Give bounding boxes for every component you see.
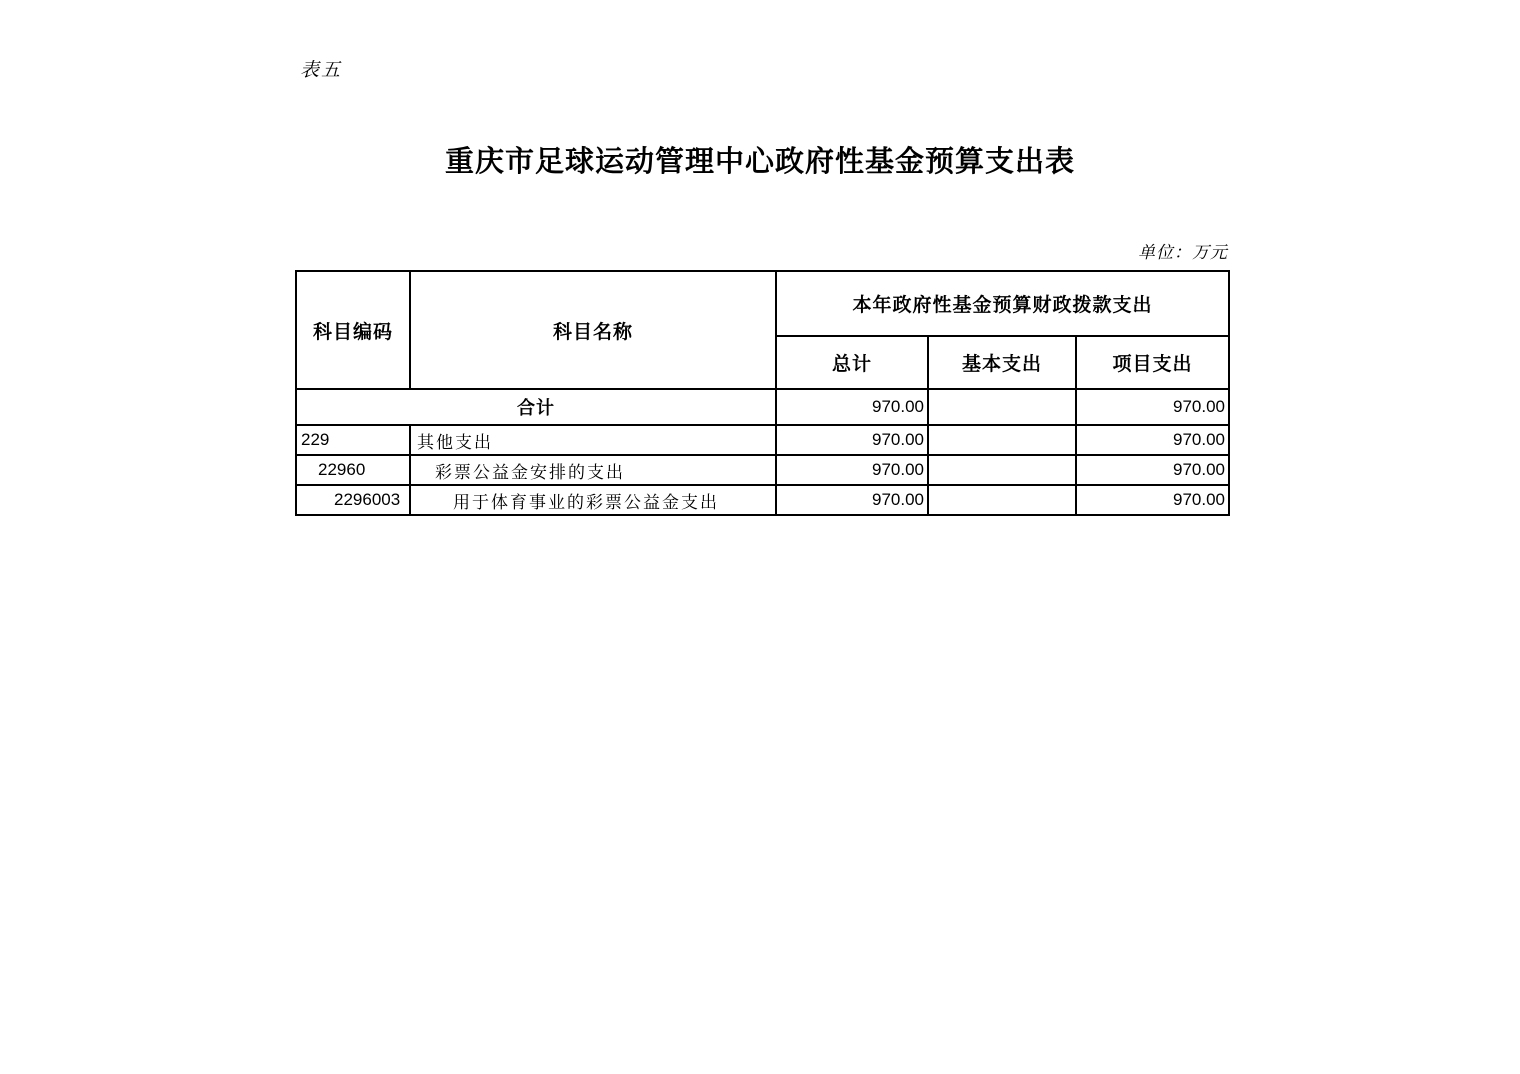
subject-name-cell: 彩票公益金安排的支出 [410, 455, 776, 485]
table-row-summary [296, 389, 1229, 425]
unit-note: 单位：万元 [1138, 243, 1228, 262]
column-header-basic-expenditure: 基本支出 [928, 336, 1076, 389]
subject-code-cell: 2296003 [296, 485, 410, 515]
project-value-cell: 970.00 [1076, 455, 1229, 485]
summary-total-value: 970.00 [776, 389, 928, 425]
total-value-cell: 970.00 [776, 485, 928, 515]
basic-value-cell [928, 425, 1076, 455]
column-header-total: 总计 [776, 336, 928, 389]
column-header-project-expenditure: 项目支出 [1076, 336, 1229, 389]
table-row [296, 485, 1229, 515]
page-title: 重庆市足球运动管理中心政府性基金预算支出表 [444, 146, 1075, 178]
summary-basic-value [928, 389, 1076, 425]
subject-code-cell: 229 [296, 425, 410, 455]
subject-code-cell: 22960 [296, 455, 410, 485]
project-value-cell: 970.00 [1076, 485, 1229, 515]
column-header-subject-code: 科目编码 [296, 271, 410, 389]
table-row [296, 455, 1229, 485]
summary-row-label: 合计 [296, 389, 776, 425]
basic-value-cell [928, 485, 1076, 515]
summary-project-value: 970.00 [1076, 389, 1229, 425]
header-row-top [296, 271, 1229, 336]
column-header-fund-appropriation-group: 本年政府性基金预算财政拨款支出 [776, 271, 1229, 336]
basic-value-cell [928, 455, 1076, 485]
subject-name-cell: 其他支出 [410, 425, 776, 455]
table-number-label: 表五 [300, 60, 343, 81]
column-header-subject-name: 科目名称 [410, 271, 776, 389]
subject-name-cell: 用于体育事业的彩票公益金支出 [410, 485, 776, 515]
total-value-cell: 970.00 [776, 455, 928, 485]
budget-table [295, 270, 1230, 516]
project-value-cell: 970.00 [1076, 425, 1229, 455]
table-row [296, 425, 1229, 455]
total-value-cell: 970.00 [776, 425, 928, 455]
